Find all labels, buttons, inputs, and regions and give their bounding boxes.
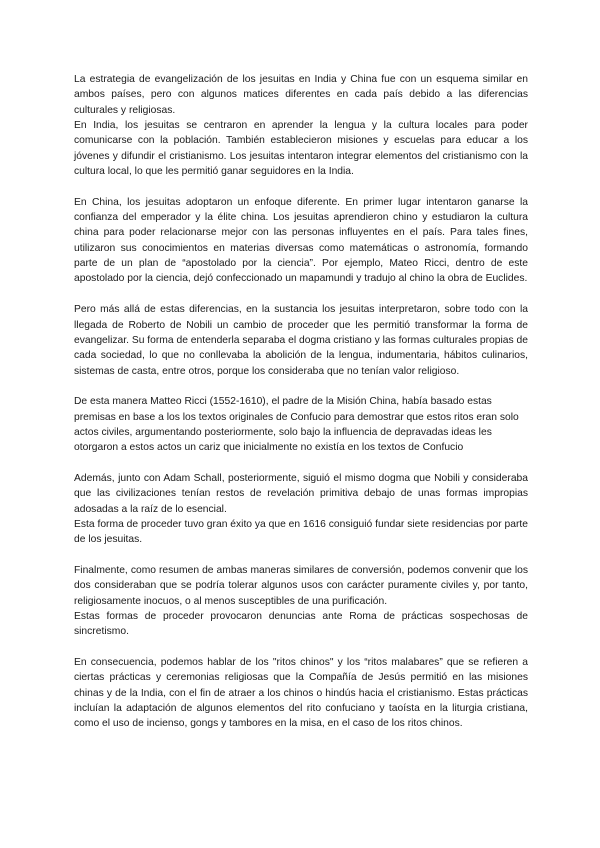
paragraph-summary: Finalmente, como resumen de ambas maneras similares de conversión, podemos convenir que los dos consideraban que se podría tolerar algunos usos con carácter puramente civiles y, por tanto, religiosamente inocuos, o al menos susceptibles de una purificación. [74,565,528,607]
paragraph-gap [74,640,528,655]
paragraph-gap [74,548,528,563]
paragraph-gap [74,379,528,394]
paragraph-gap [74,287,528,302]
paragraph-intro: La estrategia de evangelización de los jesuitas en India y China fue con un esquema similar en ambos países, pero con algunos matices diferentes en cada país debido a las diferencias culturales y religiosas. [74,74,528,116]
paragraph-india: En India, los jesuitas se centraron en aprender la lengua y la cultura locales para poder comunicarse con la población. También establecieron misiones y escuelas para educar a los jóvenes y difundir el cristianismo. Los jesuitas intentaron integrar elementos del cristianismo con la cultura local, lo que les permitió ganar seguidores en la India. [74,120,528,178]
paragraph-gap [74,456,528,471]
paragraph-success: Esta forma de proceder tuvo gran éxito ya que en 1616 consiguió fundar siete residencias por parte de los jesuitas. [74,518,528,546]
paragraph-ritos: En consecuencia, podemos hablar de los "ritos chinos" y los “ritos malabares” que se refieren a ciertas prácticas y ceremonias religiosas que la Compañía de Jesús permitió en las misiones chinas y de la India, con el fin de atraer a los chinos o hindús hacia el cristianismo. Estas prácticas incluían la adaptación de algunos elementos del rito confuciano y taoísta en la liturgia cristiana, como el uso de incienso, gongs y tambores en la misa, en el caso de los ritos chinos. [74,657,528,730]
paragraph-ricci: De esta manera Matteo Ricci (1552-1610), el padre de la Misión China, había basado estas premisas en base a los los textos originales de Confucio para demostrar que estos ritos eran solo actos civiles, argumentando posteriormente, solo bajo la influencia de depravadas ideas les otorgaron a estos actos un cariz que inicialmente no existía en los textos de Confucio [74,396,519,454]
paragraph-denuncias: Estas formas de proceder provocaron denuncias ante Roma de prácticas sospechosas de sincretismo. [74,611,528,638]
paragraph-china: En China, los jesuitas adoptaron un enfoque diferente. En primer lugar intentaron ganarse la confianza del emperador y la élite china. Los jesuitas aprendieron chino y estudiaron la cultura china para poder relacionarse mejor con las personas influyentes en el país. Para tales fines, utilizaron sus conocimientos en materias diversas como matemáticas o astronomía, formando parte de un plan de “apostolado por la ciencia”. Por ejemplo, Mateo Ricci, dentro de este apostolado por la ciencia, dejó confeccionado un mapamundi y tradujo al chino la obra de Euclides. [74,196,528,285]
paragraph-nobili: Pero más allá de estas diferencias, en la sustancia los jesuitas interpretaron, sobre todo con la llegada de Roberto de Nobili un cambio de proceder que les permitió transformar la forma de evangelizar. Su forma de entenderla separaba el dogma cristiano y las formas culturales propias de cada sociedad, lo que no conllevaba la abolición de la lengua, indumentaria, hábitos culinarios, sistemas de casta, entre otros, porque los consideraba que no tenían valor religioso. [74,304,528,377]
paragraph-schall: Además, junto con Adam Schall, posteriormente, siguió el mismo dogma que Nobili y consideraba que las civilizaciones tenían restos de revelación primitiva debajo de unas formas impropias adosadas a la raíz de lo esencial. [74,472,528,515]
document-page [74,72,528,732]
paragraph-gap [74,179,528,194]
